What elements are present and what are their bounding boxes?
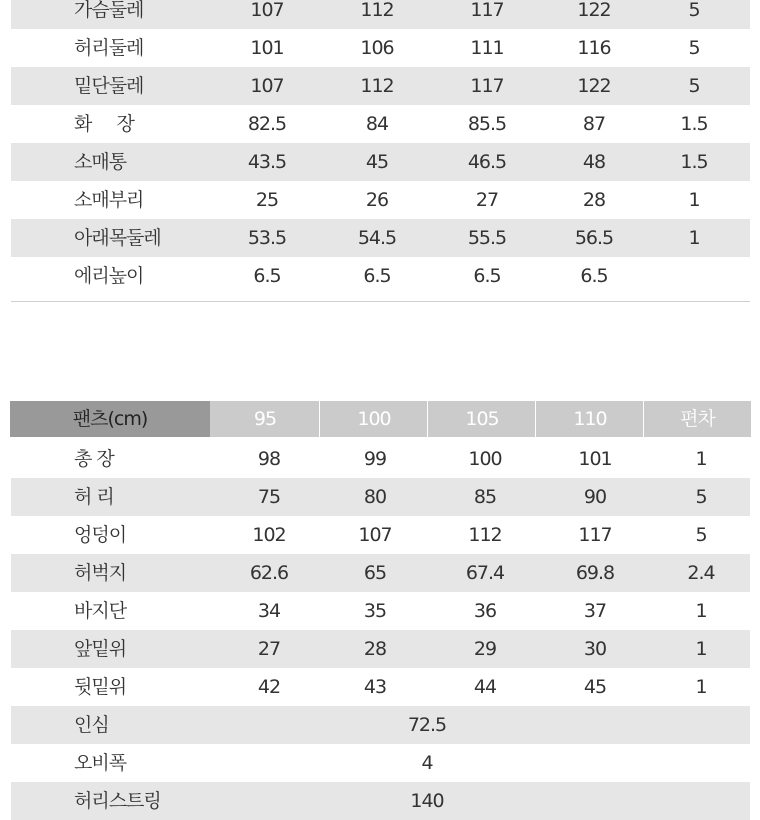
table-row (11, 744, 750, 782)
pants-size-table (11, 440, 750, 820)
row-label: 소매통 (74, 151, 127, 173)
row-label: 에리높이 (74, 265, 144, 287)
deviation-cell: 1 (695, 638, 707, 660)
table-row (11, 516, 750, 554)
table-row (11, 782, 750, 820)
table-divider (11, 301, 750, 302)
deviation-cell: 5 (688, 75, 700, 97)
value-cell: 98 (257, 448, 281, 470)
value-cell: 117 (470, 75, 504, 97)
row-label: 소매부리 (74, 189, 144, 211)
column-divider (319, 401, 320, 437)
header-size: 110 (573, 408, 607, 430)
single-value-cell: 140 (410, 790, 444, 812)
deviation-cell: 1 (695, 676, 707, 698)
value-cell: 107 (358, 524, 392, 546)
value-cell: 101 (250, 37, 284, 59)
table-row (11, 143, 750, 181)
single-value-cell: 72.5 (407, 714, 447, 736)
deviation-cell: 1.5 (680, 113, 708, 135)
table-row (11, 630, 750, 668)
column-divider (535, 401, 536, 437)
value-cell: 116 (577, 37, 611, 59)
table-row (11, 67, 750, 105)
value-cell: 122 (577, 75, 611, 97)
table-row (11, 478, 750, 516)
header-label: 팬츠(cm) (10, 401, 210, 437)
value-cell: 82.5 (247, 113, 287, 135)
value-cell: 6.5 (473, 265, 501, 287)
top-size-table (11, 0, 750, 295)
value-cell: 102 (252, 524, 286, 546)
value-cell: 34 (257, 600, 281, 622)
row-label: 오비폭 (74, 752, 127, 774)
value-cell: 48 (582, 151, 606, 173)
row-label: 허벅지 (74, 562, 127, 584)
value-cell: 117 (470, 0, 504, 21)
deviation-cell: 5 (688, 0, 700, 21)
value-cell: 112 (360, 75, 394, 97)
table-row (11, 29, 750, 67)
table-row (11, 181, 750, 219)
value-cell: 45 (583, 676, 607, 698)
row-label: 밑단둘레 (74, 75, 144, 97)
value-cell: 107 (250, 75, 284, 97)
row-label: 화 장 (74, 113, 134, 135)
value-cell: 29 (473, 638, 497, 660)
value-cell: 42 (257, 676, 281, 698)
deviation-cell: 1 (688, 189, 700, 211)
value-cell: 27 (475, 189, 499, 211)
deviation-cell: 2.4 (687, 562, 715, 584)
value-cell: 28 (363, 638, 387, 660)
value-cell: 111 (470, 37, 504, 59)
row-label: 허 리 (74, 486, 114, 508)
deviation-cell: 1 (695, 600, 707, 622)
row-label: 가슴둘레 (74, 0, 144, 21)
value-cell: 6.5 (363, 265, 391, 287)
value-cell: 84 (365, 113, 389, 135)
value-cell: 6.5 (580, 265, 608, 287)
header-size: 95 (253, 408, 277, 430)
value-cell: 90 (583, 486, 607, 508)
table-row (11, 554, 750, 592)
value-cell: 80 (363, 486, 387, 508)
value-cell: 53.5 (247, 227, 287, 249)
value-cell: 112 (360, 0, 394, 21)
value-cell: 43.5 (247, 151, 287, 173)
value-cell: 100 (468, 448, 502, 470)
table-row (11, 592, 750, 630)
value-cell: 54.5 (357, 227, 397, 249)
deviation-cell: 1 (695, 448, 707, 470)
value-cell: 106 (360, 37, 394, 59)
value-cell: 37 (583, 600, 607, 622)
header-size: 105 (465, 408, 499, 430)
value-cell: 36 (473, 600, 497, 622)
table-row (11, 706, 750, 744)
row-label: 바지단 (74, 600, 127, 622)
value-cell: 75 (257, 486, 281, 508)
row-label: 뒷밑위 (74, 676, 127, 698)
value-cell: 45 (365, 151, 389, 173)
header-deviation: 편차 (680, 408, 715, 430)
value-cell: 30 (583, 638, 607, 660)
value-cell: 35 (363, 600, 387, 622)
row-label: 아래목둘레 (74, 227, 161, 249)
value-cell: 67.4 (465, 562, 505, 584)
value-cell: 69.8 (575, 562, 615, 584)
value-cell: 6.5 (253, 265, 281, 287)
value-cell: 112 (468, 524, 502, 546)
table-row (11, 440, 750, 478)
table-row (11, 0, 750, 29)
value-cell: 122 (577, 0, 611, 21)
deviation-cell: 1 (688, 227, 700, 249)
value-cell: 25 (255, 189, 279, 211)
deviation-cell: 1.5 (680, 151, 708, 173)
value-cell: 62.6 (249, 562, 289, 584)
row-label: 허리둘레 (74, 37, 144, 59)
value-cell: 65 (363, 562, 387, 584)
value-cell: 26 (365, 189, 389, 211)
value-cell: 46.5 (467, 151, 507, 173)
value-cell: 99 (363, 448, 387, 470)
row-label: 엉덩이 (74, 524, 127, 546)
value-cell: 56.5 (574, 227, 614, 249)
value-cell: 28 (582, 189, 606, 211)
value-cell: 55.5 (467, 227, 507, 249)
row-label: 인심 (74, 714, 109, 736)
value-cell: 27 (257, 638, 281, 660)
column-divider (643, 401, 644, 437)
value-cell: 117 (578, 524, 612, 546)
table-row (11, 219, 750, 257)
column-divider (427, 401, 428, 437)
row-label: 허리스트링 (74, 790, 161, 812)
deviation-cell: 5 (695, 524, 707, 546)
deviation-cell: 5 (688, 37, 700, 59)
row-label: 총 장 (74, 448, 114, 470)
value-cell: 43 (363, 676, 387, 698)
value-cell: 101 (578, 448, 612, 470)
value-cell: 85 (473, 486, 497, 508)
table-row (11, 668, 750, 706)
single-value-cell: 4 (421, 752, 433, 774)
pants-table-header (10, 401, 751, 437)
header-size: 100 (357, 408, 391, 430)
table-row (11, 257, 750, 295)
table-row (11, 105, 750, 143)
value-cell: 85.5 (467, 113, 507, 135)
value-cell: 87 (582, 113, 606, 135)
value-cell: 44 (473, 676, 497, 698)
row-label: 앞밑위 (74, 638, 127, 660)
deviation-cell: 5 (695, 486, 707, 508)
value-cell: 107 (250, 0, 284, 21)
